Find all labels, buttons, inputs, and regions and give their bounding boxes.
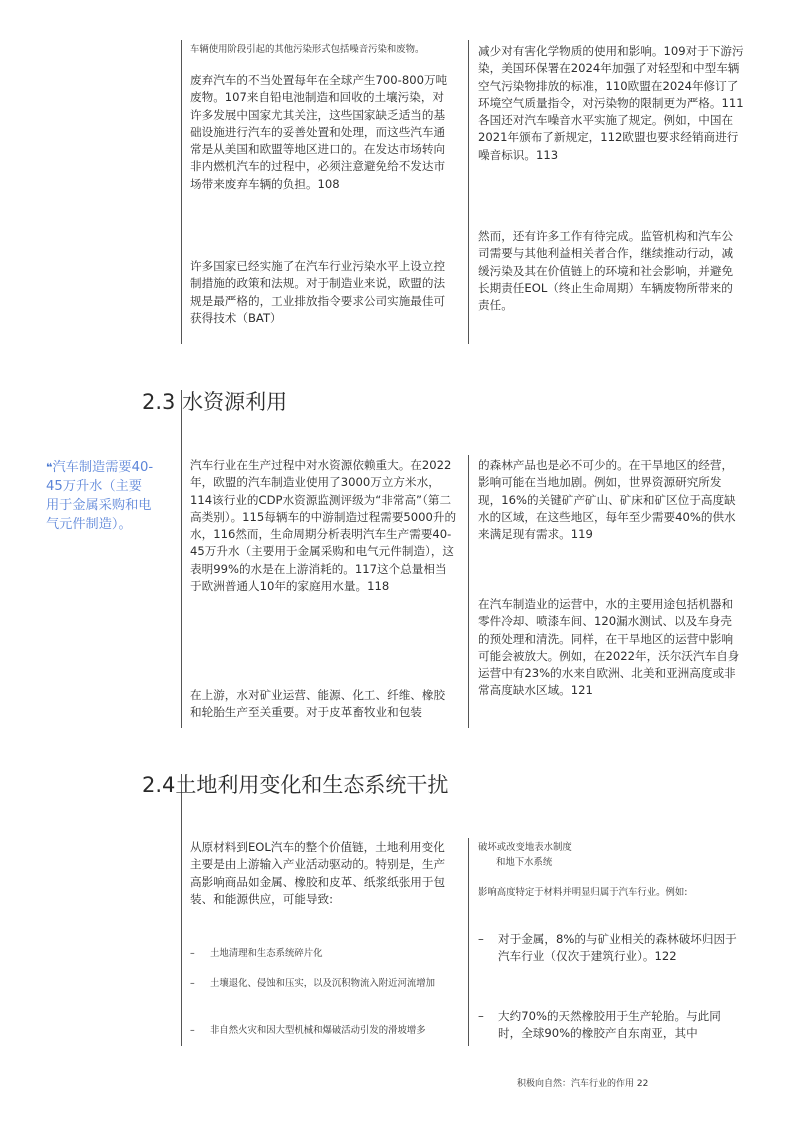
section-heading-land-use: 2.4土地利用变化和生态系统干扰 xyxy=(142,773,449,797)
column-rule-left-1 xyxy=(181,40,182,344)
water-regime-line-1: 破坏或改变地表水制度 xyxy=(478,842,572,853)
pull-quote xyxy=(46,458,154,534)
remaining-work-paragraph: 然而，还有许多工作有待完成。监管机构和汽车公司需要与其他利益相关者合作，继续推动行动，减缓污染及其在价值链上的环境和社会影响，并避免长期责任EOL（终止生命周期）车辆废物所带来的责任。 xyxy=(478,229,734,313)
bullet-metals: – 对于金属，8%的与矿业相关的森林破坏归因于汽车行业（仅次于建筑行业）。122 xyxy=(478,932,737,964)
bullet-fires-landslides: – 非自然火灾和因大型机械和爆破活动引发的滑坡增多 xyxy=(190,1025,426,1036)
bullet-soil-degradation: – 土壤退化、侵蚀和压实，以及沉积物流入附近河流增加 xyxy=(190,978,436,989)
pollution-intro-line: 车辆使用阶段引起的其他污染形式包括噪音污染和废物。 xyxy=(190,44,425,55)
manufacturing-water-paragraph: 在汽车制造业的运营中，水的主要用途包括机器和零件冷却、喷漆车间、120漏水测试、以及车身壳的预处理和清洗。同样，在干旱地区的运营中影响可能会被放大。例如，在2022年，沃尔沃汽车自身运营中有23%的水来自欧洲、北美和亚洲高度或非常高度缺水区域。121 xyxy=(478,597,740,698)
water-regime-line-2: 和地下水系统 xyxy=(496,857,553,868)
column-rule-left-2 xyxy=(181,390,182,728)
bullet-land-clearing: – 土地清理和生态系统碎片化 xyxy=(190,948,323,959)
bullet-rubber: – 大约70%的天然橡胶用于生产轮胎。与此同时，全球90%的橡胶产自东南亚，其中 xyxy=(478,1009,721,1041)
column-rule-right-3 xyxy=(468,838,469,1046)
section-heading-water: 2.3 水资源利用 xyxy=(142,390,288,414)
page-footer: 积极向自然：汽车行业的作用 22 xyxy=(517,1079,649,1089)
waste-paragraph: 废弃汽车的不当处置每年在全球产生700-800万吨废物。107来自铅电池制造和回收的土壤污染，对许多发展中国家尤其关注，这些国家缺乏适当的基础设施进行汽车的妥善处置和处理，而这些汽车通常是从美国和欧盟等地区进口的。在发达市场转向非内燃机汽车的过程中，必须注意避免给不发达市场带来废弃车辆的负担。108 xyxy=(190,73,448,191)
quote-icon: ❝ xyxy=(46,461,53,474)
water-dependency-paragraph: 汽车行业在生产过程中对水资源依赖重大。在2022年，欧盟的汽车制造业使用了3000万立方米水，114该行业的CDP水资源监测评级为“非常高”（第二高类别）。115每辆车的中游制造过程需要5000升的水，116然而，生命周期分析表明汽车生产需要40-45万升水（主要用于金属采购和电气元件制造），这表明99%的水是在上游消耗的。117这个总量相当于欧洲普通人10年的家庭用水量。118 xyxy=(190,458,457,594)
column-rule-left-3 xyxy=(181,774,182,1046)
regulation-paragraph: 许多国家已经实施了在汽车行业污染水平上设立控制措施的政策和法规。对于制造业来说，欧盟的法规是最严格的，工业排放指令要求公司实施最佳可获得技术（BAT） xyxy=(190,259,446,325)
impact-specificity-line: 影响高度特定于材料并明显归属于汽车行业。例如: xyxy=(478,887,688,898)
column-rule-right-1 xyxy=(468,40,469,344)
column-rule-right-2 xyxy=(468,455,469,728)
land-use-paragraph: 从原材料到EOL汽车的整个价值链，土地利用变化主要是由上游输入产业活动驱动的。特别是，生产高影响商品如金属、橡胶和皮革、纸浆纸张用于包装、和能源供应，可能导致: xyxy=(190,840,446,906)
pull-quote-text: 汽车制造需要40-45万升水（主要用于金属采购和电气元件制造）。 xyxy=(46,460,154,532)
upstream-water-paragraph: 在上游，水对矿业运营、能源、化工、纤维、橡胶和轮胎生产至关重要。对于皮革畜牧业和包装 xyxy=(190,688,446,720)
forest-products-paragraph: 的森林产品也是必不可少的。在干旱地区的经营，影响可能在当地加剧。例如，世界资源研究所发现，16%的关键矿产矿山、矿床和矿区位于高度缺水的区域，在这些地区，每年至少需要40%的供水来满足现有需求。119 xyxy=(478,458,736,542)
downstream-pollution-paragraph: 减少对有害化学物质的使用和影响。109对于下游污染，美国环保署在2024年加强了对轻型和中型车辆空气污染物排放的标准，110欧盟在2024年修订了环境空气质量指令，对污染物的限制更为严格。111各国还对汽车噪音水平实施了规定。例如，中国在2021年颁布了新规定，112欧盟也要求经销商进行噪音标识。113 xyxy=(478,44,744,162)
